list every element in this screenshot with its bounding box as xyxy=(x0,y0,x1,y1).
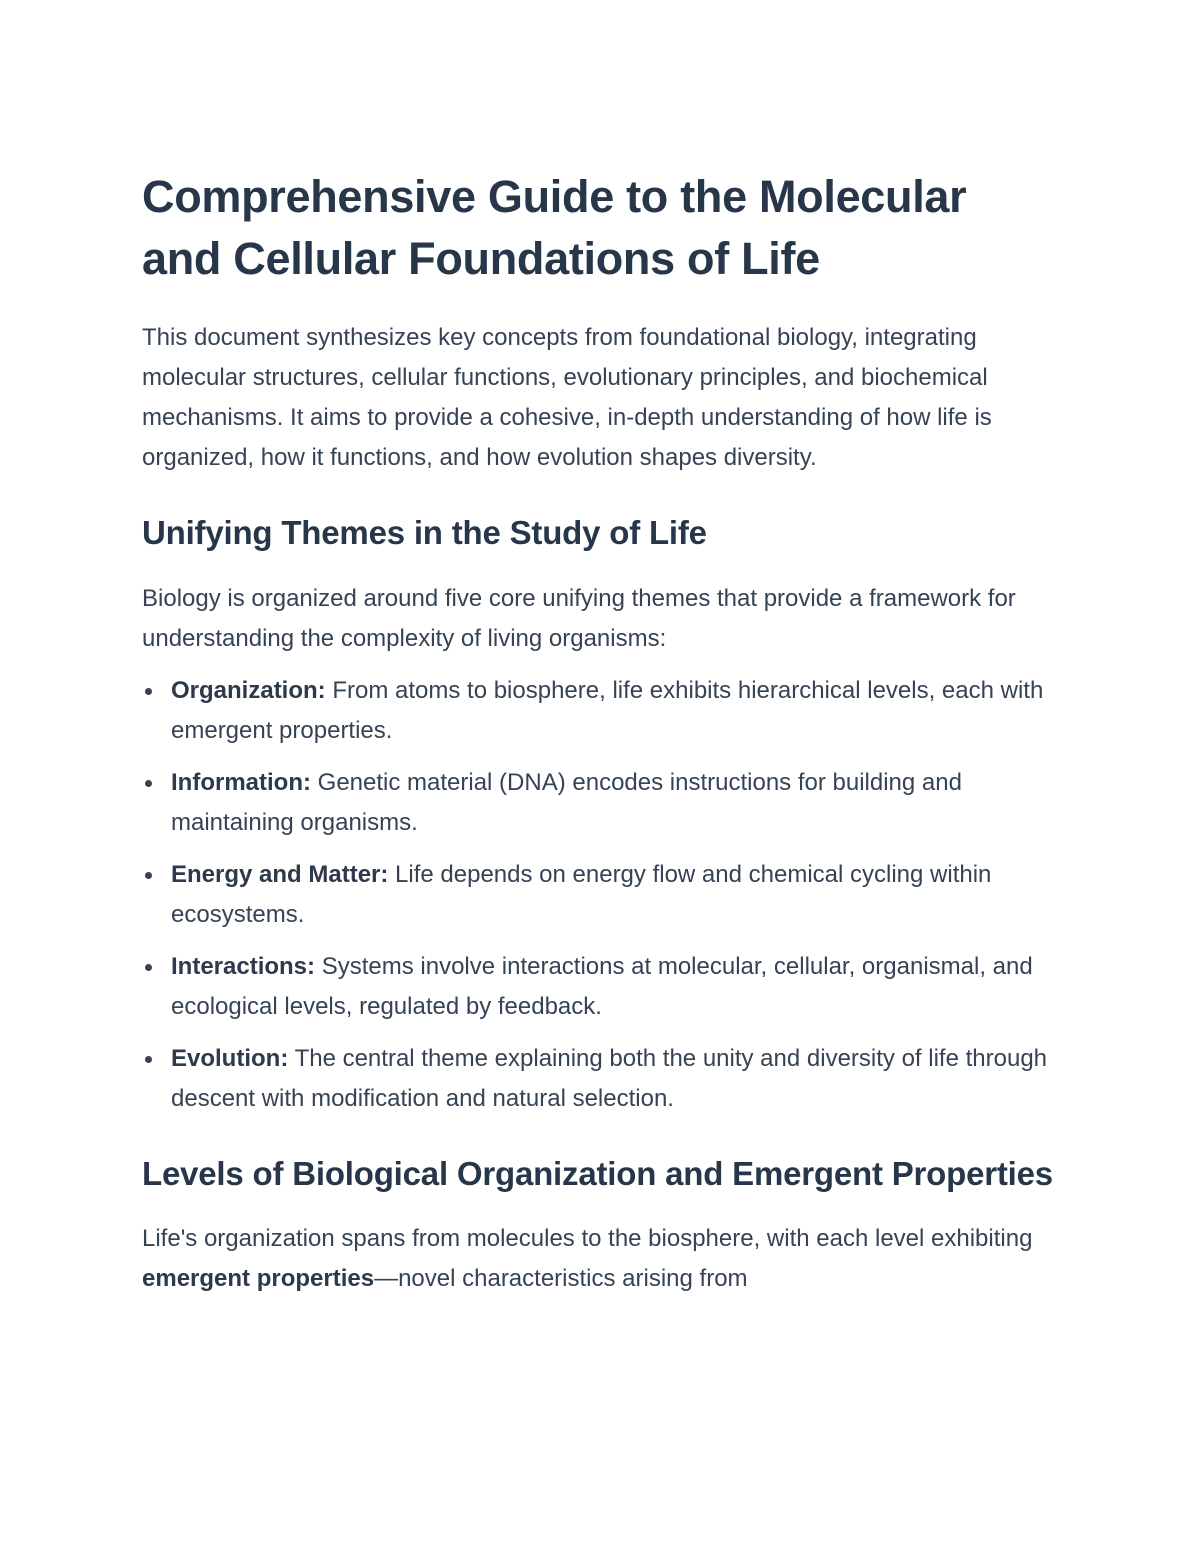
list-item-term: Information: xyxy=(171,769,311,796)
bullet-icon xyxy=(145,964,152,971)
intro-paragraph: This document synthesizes key concepts from foundational biology, integrating molecular structures, cellular functions, evolutionary principles, and biochemical mechanisms. It aims to provide a cohesive, in-depth understanding of how life is organized, how it functions, and how evolution shapes diversity. xyxy=(142,324,992,471)
list-item xyxy=(142,947,1057,1027)
unifying-themes-paragraph: Biology is organized around five core unifying themes that provide a framework for understanding the complexity of living organisms: xyxy=(142,585,1016,652)
bullet-icon xyxy=(145,1056,152,1063)
list-item-text: Life depends on energy flow and chemical cycling within ecosystems. xyxy=(171,861,992,928)
list-item-text: Systems involve interactions at molecular, cellular, organismal, and ecological levels, regulated by feedback. xyxy=(171,953,1033,1020)
list-item-term: Interactions: xyxy=(171,953,316,980)
list-item-term: Organization: xyxy=(171,677,326,704)
levels-paragraph xyxy=(142,1219,1057,1299)
document-page xyxy=(142,166,1057,1299)
levels-paragraph-text: Life's organization spans from molecules to the biosphere, with each level exhibiting xyxy=(142,1225,1033,1252)
bullet-icon xyxy=(145,872,152,879)
list-item-text: Genetic material (DNA) encodes instructions for building and maintaining organisms. xyxy=(171,769,962,836)
list-item xyxy=(142,1039,1057,1119)
list-item-text: The central theme explaining both the unity and diversity of life through descent with modification and natural selection. xyxy=(171,1045,1048,1112)
section-heading-levels-of-organization: Levels of Biological Organization and Emergent Properties xyxy=(142,1155,1053,1192)
list-item-term: Energy and Matter: xyxy=(171,861,389,888)
list-item-text: From atoms to biosphere, life exhibits hierarchical levels, each with emergent properties. xyxy=(171,677,1044,744)
list-item xyxy=(142,671,1057,751)
bullet-icon xyxy=(145,780,152,787)
levels-paragraph-continuation: —novel characteristics arising from xyxy=(374,1265,748,1292)
emergent-properties-term: emergent properties xyxy=(142,1265,375,1292)
list-item xyxy=(142,763,1057,843)
document-title: Comprehensive Guide to the Molecular and Cellular Foundations of Life xyxy=(142,171,967,284)
list-item xyxy=(142,855,1057,935)
unifying-themes-list xyxy=(142,671,1057,1119)
list-item-term: Evolution: xyxy=(171,1045,289,1072)
section-heading-unifying-themes: Unifying Themes in the Study of Life xyxy=(142,514,707,551)
bullet-icon xyxy=(145,688,152,695)
